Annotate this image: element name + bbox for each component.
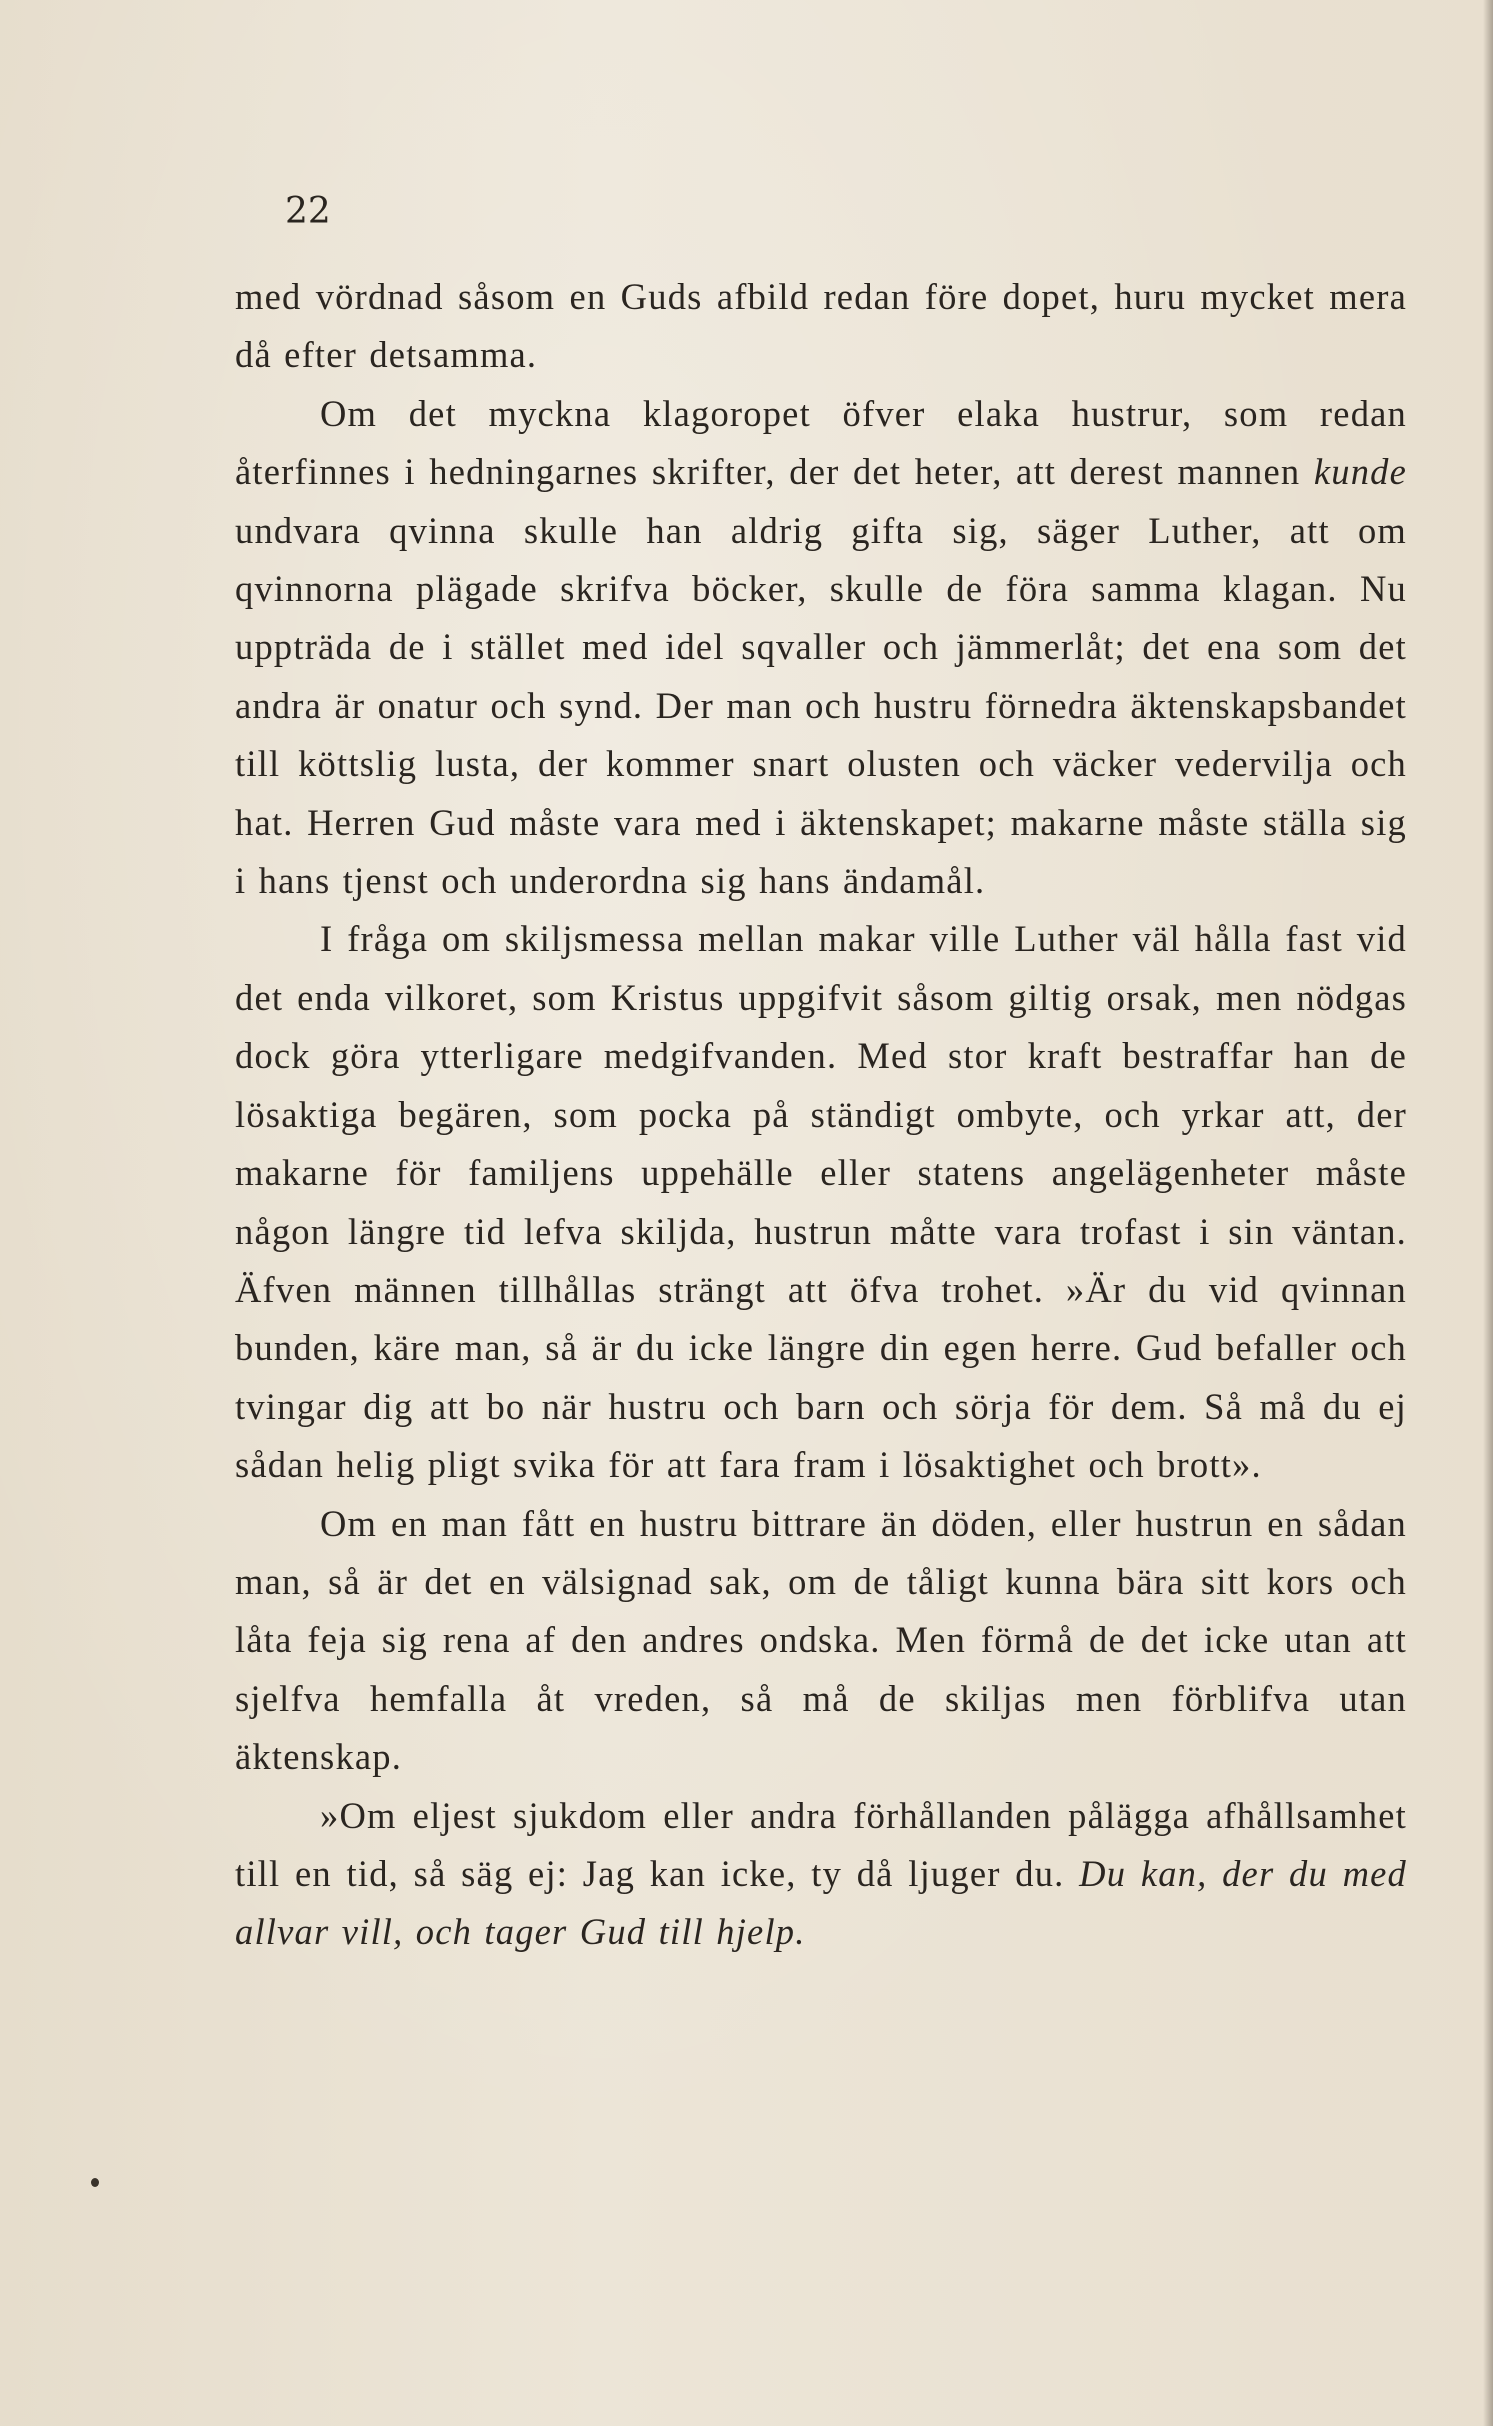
paragraph [235, 910, 1407, 1494]
page-number: 22 [285, 191, 331, 232]
paragraph [235, 385, 1407, 911]
paragraph [235, 1787, 1407, 1962]
paragraph [235, 268, 1407, 385]
ink-speck [91, 2178, 99, 2187]
page-edge-shadow [1483, 0, 1493, 2426]
text-run: med vördnad såsom en Guds afbild redan före dopet, huru mycket mera då efter detsamma. [235, 276, 1407, 376]
text-run: Om det myckna klagoropet öfver elaka hustrur, som redan återfinnes i hedningarnes skrifter, der det heter, att derest mannen [235, 392, 1407, 493]
text-run: Om en man fått en hustru bittrare än döden, eller hustrun en sådan man, så är det en välsignad sak, om de tåligt kunna bära sitt kors och låta feja sig rena af den andres ondska. Men förmå de det icke utan att sjelfva hemfalla åt vreden, så må de skiljas men förblifva utan äktenskap. [235, 1502, 1407, 1778]
text-run: »Om eljest sjukdom eller andra förhållanden pålägga afhållsamhet till en tid, så säg ej: Jag kan icke, ty då ljuger du. [235, 1794, 1407, 1894]
paragraph [235, 1495, 1407, 1787]
italic-text-run: Du kan, der du med allvar vill, och tager Gud till hjelp. [235, 1852, 1407, 1953]
body-text [235, 268, 1407, 1962]
text-run: I fråga om skiljsmessa mellan makar ville Luther väl hålla fast vid det enda vilkoret, som Kristus uppgifvit såsom giltig orsak, men nödgas dock göra ytterligare medgifvanden. Med stor kraft bestraffar han de lösaktiga begären, som pocka på ständigt ombyte, och yrkar att, der makarne för familjens uppehälle eller statens angelägenheter måste någon längre tid lefva skiljda, hustrun måtte vara trofast i sin väntan. Äfven männen tillhållas strängt att öfva trohet. »Är du vid qvinnan bunden, käre man, så är du icke längre din egen herre. Gud befaller och tvingar dig att bo när hustru och barn och sörja för dem. Så må du ej sådan helig pligt svika för att fara fram i lösaktighet och brott». [235, 918, 1407, 1486]
text-run: undvara qvinna skulle han aldrig gifta sig, säger Luther, att om qvinnorna plägade skrifva böcker, skulle de föra samma klagan. Nu uppträda de i stället med idel sqvaller och jämmerlåt; det ena som det andra är onatur och synd. Der man och hustru förnedra äktenskapsbandet till köttslig lusta, der kommer snart olusten och väcker vedervilja och hat. Herren Gud måste vara med i äktenskapet; makarne måste ställa sig i hans tjenst och underordna sig hans ändamål. [235, 509, 1407, 902]
italic-text-run: kunde [1313, 451, 1407, 493]
